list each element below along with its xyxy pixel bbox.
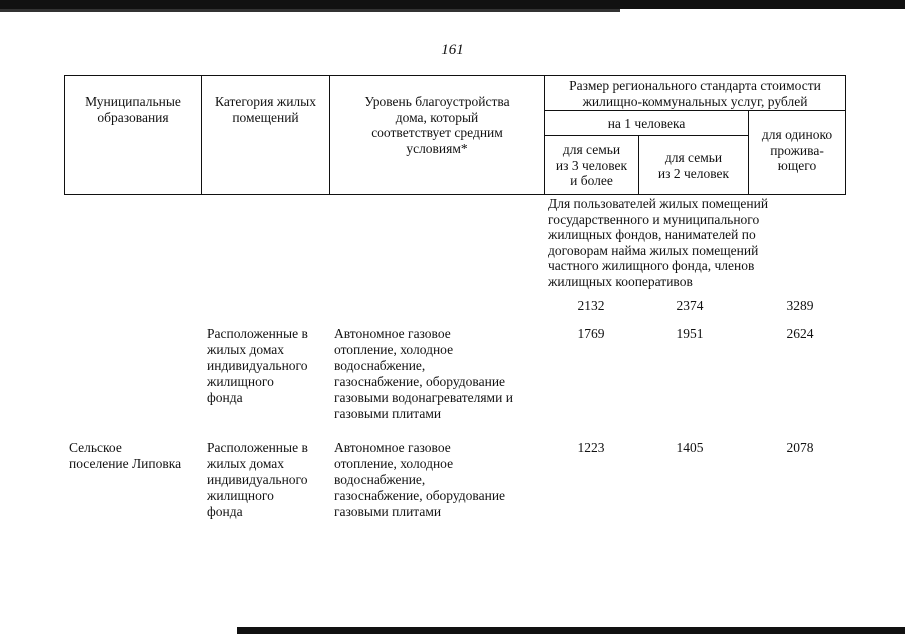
row1-value-single: 3289 bbox=[786, 298, 814, 313]
scan-top-border bbox=[0, 0, 905, 9]
header-level: Уровень благоустройства дома, который соответствует средним условиям* bbox=[329, 75, 545, 195]
row3-value-family2: 1405 bbox=[676, 440, 704, 455]
row2-value-family2: 1951 bbox=[676, 326, 704, 341]
row1-value-family2: 2374 bbox=[676, 298, 704, 313]
row3-value-single: 2078 bbox=[786, 440, 814, 455]
header-family3: для семьи из 3 человек и более bbox=[544, 135, 639, 195]
header-family2: для семьи из 2 человек bbox=[638, 135, 749, 195]
row2-value-family3: 1769 bbox=[577, 326, 605, 341]
header-municipality: Муниципальные образования bbox=[64, 75, 202, 195]
header-per-person: на 1 человека bbox=[544, 110, 749, 136]
page-number: 161 bbox=[441, 42, 464, 58]
scan-bottom-border bbox=[237, 627, 905, 634]
row2-level: Автономное газовое отопление, холодное водоснабжение, газоснабжение, оборудование газовыми водонагревателями и газовыми плитами bbox=[334, 326, 513, 421]
header-single: для одиноко прожива- ющего bbox=[748, 110, 846, 195]
row3-municipality: Сельское поселение Липовка bbox=[69, 440, 182, 471]
row3-level: Автономное газовое отопление, холодное водоснабжение, газоснабжение, оборудование газовыми плитами bbox=[334, 440, 506, 519]
header-size: Размер регионального стандарта стоимости жилищно-коммунальных услуг, рублей bbox=[544, 75, 846, 111]
row1-value-family3: 2132 bbox=[577, 298, 605, 313]
section-note: Для пользователей жилых помещений государственного и муниципального жилищных фондов, нанимателей по договорам найма жилых помещений частного жилищного фонда, членов жилищных кооперативов bbox=[548, 196, 769, 289]
row2-category: Расположенные в жилых домах индивидуального жилищного фонда bbox=[207, 326, 308, 405]
row3-value-family3: 1223 bbox=[577, 440, 605, 455]
row3-category: Расположенные в жилых домах индивидуального жилищного фонда bbox=[207, 440, 308, 519]
row2-value-single: 2624 bbox=[786, 326, 814, 341]
header-category: Категория жилых помещений bbox=[201, 75, 330, 195]
scan-top-border-thin bbox=[0, 9, 620, 12]
